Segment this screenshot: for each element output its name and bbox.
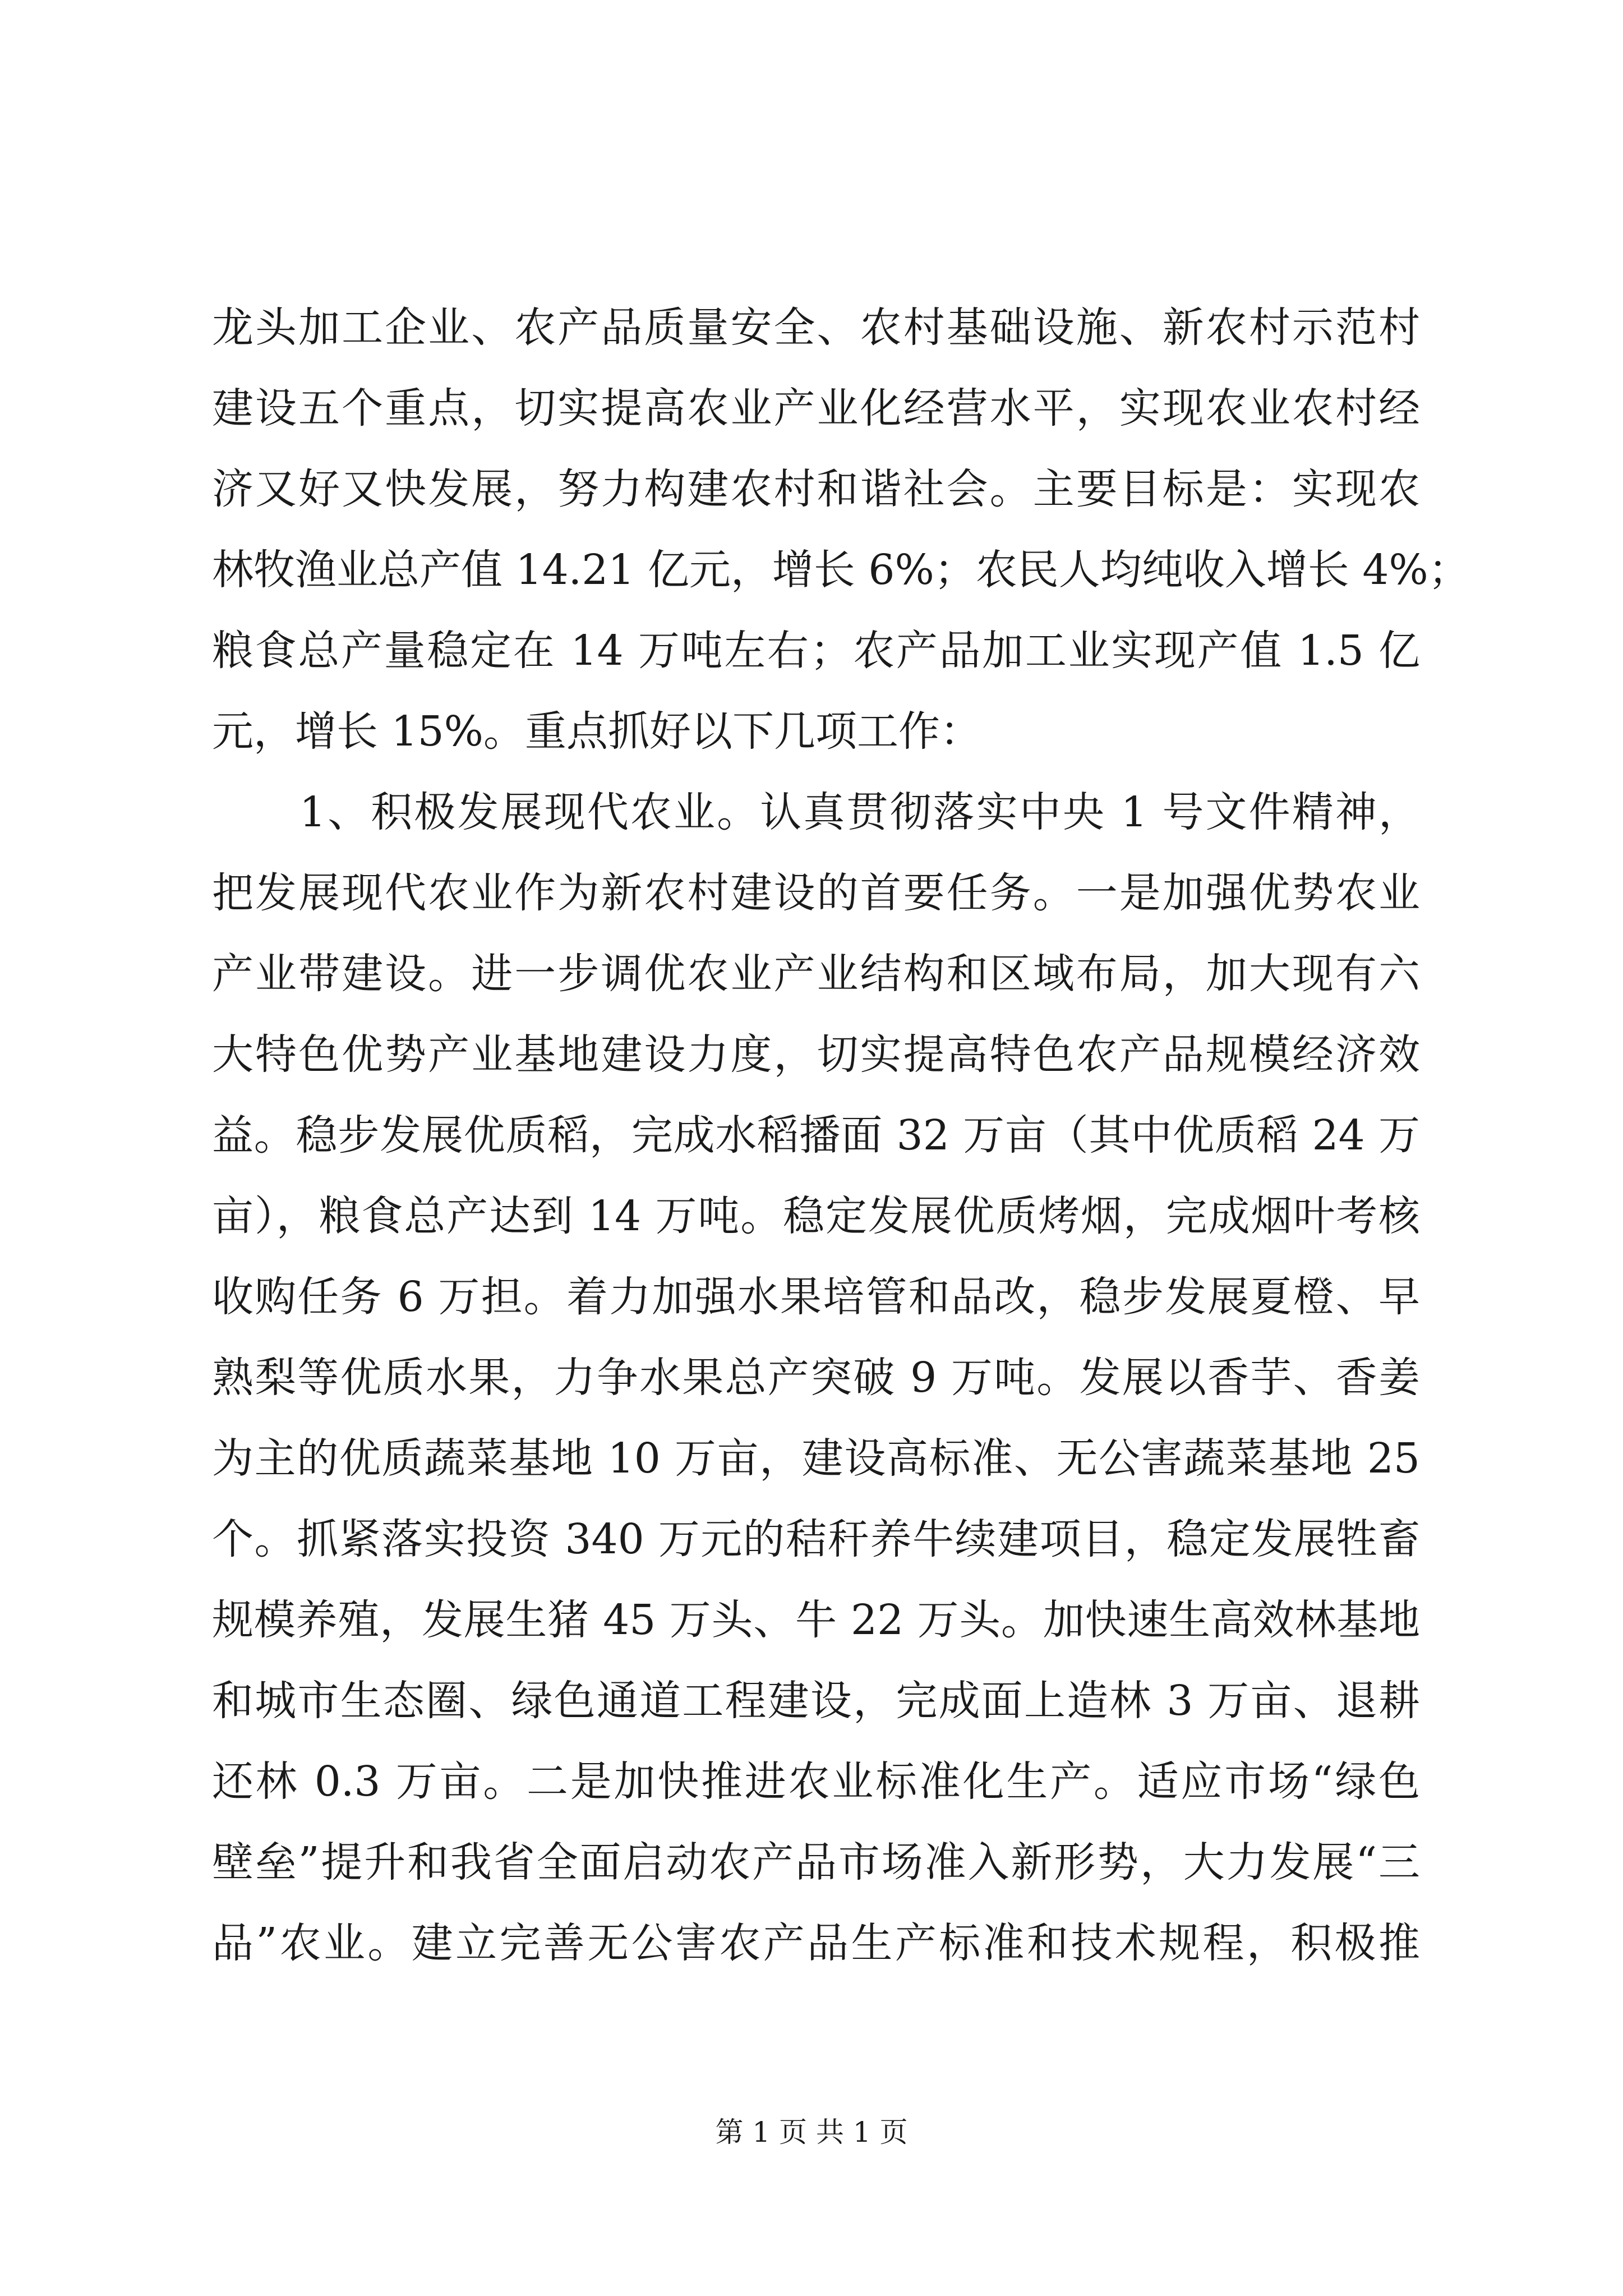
paragraph-start-line: 1、积极发展现代农业。认真贯彻落实中央 1 号文件精神， [299, 788, 1420, 836]
page-footer [0, 2113, 1623, 2152]
text-line: 规模养殖，发展生猪 45 万头、牛 22 万头。加快速生高效林基地 [212, 1596, 1420, 1644]
text-line: 元，增长 15%。重点抓好以下几项工作： [212, 707, 981, 756]
text-line: 还林 0.3 万亩。二是加快推进农业标准化生产。适应市场“绿色 [212, 1757, 1420, 1806]
text-line: 粮食总产量稳定在 14 万吨左右；农产品加工业实现产值 1.5 亿 [212, 627, 1420, 675]
text-line: 济又好又快发展，努力构建农村和谐社会。主要目标是：实现农 [212, 465, 1420, 513]
body-text [212, 287, 1470, 1984]
text-line: 和城市生态圈、绿色通道工程建设，完成面上造林 3 万亩、退耕 [212, 1677, 1420, 1725]
text-line: 收购任务 6 万担。着力加强水果培管和品改，稳步发展夏橙、早 [212, 1273, 1420, 1321]
text-line: 产业带建设。进一步调优农业产业结构和区域布局，加大现有六 [212, 950, 1420, 998]
text-line: 把发展现代农业作为新农村建设的首要任务。一是加强优势农业 [212, 869, 1420, 917]
text-line: 建设五个重点，切实提高农业产业化经营水平，实现农业农村经 [212, 384, 1420, 432]
text-line: 壁垒”提升和我省全面启动农产品市场准入新形势，大力发展“三 [212, 1838, 1420, 1887]
text-line: 益。稳步发展优质稻，完成水稻播面 32 万亩（其中优质稻 24 万 [212, 1111, 1420, 1159]
text-line: 为主的优质蔬菜基地 10 万亩，建设高标准、无公害蔬菜基地 25 [212, 1434, 1420, 1483]
text-line: 个。抓紧落实投资 340 万元的秸秆养牛续建项目，稳定发展牲畜 [212, 1515, 1420, 1563]
page-number: 第 1 页 共 1 页 [715, 2116, 908, 2148]
text-line: 大特色优势产业基地建设力度，切实提高特色农产品规模经济效 [212, 1030, 1420, 1079]
text-line: 林牧渔业总产值 14.21 亿元，增长 6%；农民人均纯收入增长 4%； [212, 546, 1470, 594]
text-line: 亩），粮食总产达到 14 万吨。稳定发展优质烤烟，完成烟叶考核 [212, 1192, 1420, 1240]
text-line: 熟梨等优质水果，力争水果总产突破 9 万吨。发展以香芋、香姜 [212, 1354, 1420, 1402]
text-line: 龙头加工企业、农产品质量安全、农村基础设施、新农村示范村 [212, 303, 1420, 352]
text-line: 品”农业。建立完善无公害农产品生产标准和技术规程，积极推 [212, 1919, 1420, 1967]
